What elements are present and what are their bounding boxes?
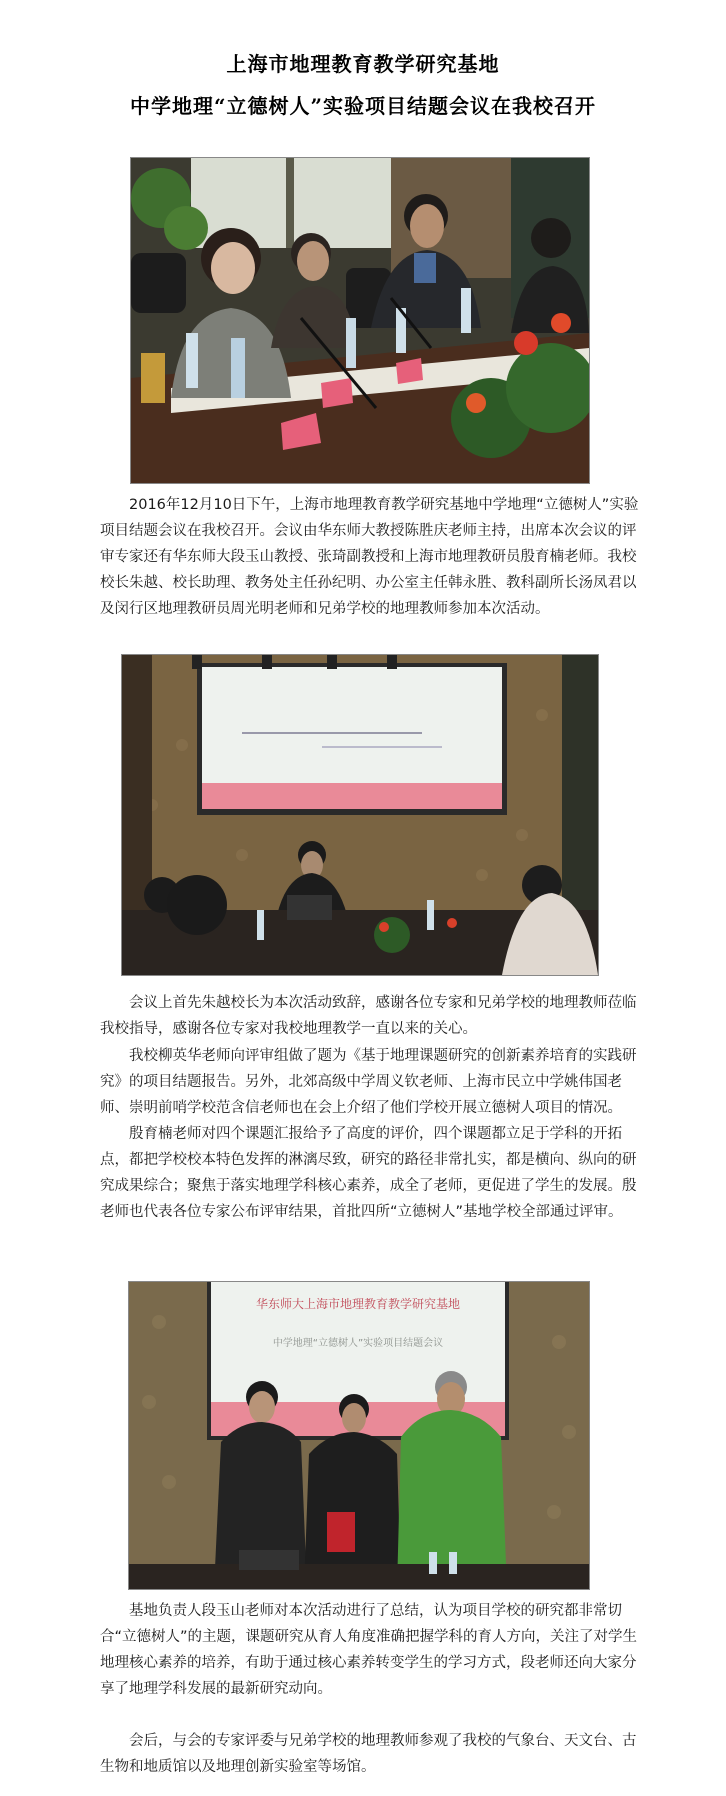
screen-title: 华东师大上海市地理教育教学研究基地 <box>255 1297 461 1311</box>
paragraph-opening: 会议上首先朱越校长为本次活动致辞，感谢各位专家和兄弟学校的地理教师莅临我校指导，感谢各位专家对我校地理教学一直以来的关心。 <box>100 995 637 1037</box>
page-subtitle: 中学地理“立德树人”实验项目结题会议在我校召开 <box>129 94 596 118</box>
presentation-photo <box>121 654 599 976</box>
paragraph-reports: 我校柳英华老师向评审组做了题为《基于地理课题研究的创新素养培育的实践研究》的项目结题报告。另外，北郊高级中学周义钦老师、上海市民立中学姚伟国老师、崇明前哨学校范含信老师也在会上介绍了他们学校开展立德树人项目的情况。 <box>100 1048 637 1116</box>
page-title: 上海市地理教育教学研究基地 <box>226 52 500 76</box>
paragraph-visit: 会后，与会的专家评委与兄弟学校的地理教师参观了我校的气象台、天文台、古生物和地质馆以及地理创新实验室等场馆。 <box>100 1733 637 1775</box>
paragraph-evaluation: 殷育楠老师对四个课题汇报给予了高度的评价，四个课题都立足于学科的开拓点，都把学校校本特色发挥的淋漓尽致，研究的路径非常扎实，都是横向、纵向的研究成果综合；聚焦于落实地理学科核心素养，成全了老师，更促进了学生的发展。殷老师也代表各位专家公布评审结果，首批四所“立德树人”基地学校全部通过评审。 <box>100 1126 637 1220</box>
screen-subtitle: 中学地理“立德树人”实验项目结题会议 <box>272 1338 444 1349</box>
meeting-photo <box>130 157 590 484</box>
group-photo <box>128 1281 590 1590</box>
paragraph-summary: 基地负责人段玉山老师对本次活动进行了总结，认为项目学校的研究都非常切合“立德树人”的主题，课题研究从育人角度准确把握学科的育人方向，关注了对学生地理核心素养的培养，有助于通过核心素养转变学生的学习方式，段老师还向大家分享了地理学科发展的最新研究动向。 <box>100 1603 638 1697</box>
paragraph-intro: 2016年12月10日下午，上海市地理教育教学研究基地中学地理“立德树人”实验项目结题会议在我校召开。会议由华东师大教授陈胜庆老师主持，出席本次会议的评审专家还有华东师大段玉山教授、张琦副教授和上海市地理教研员殷育楠老师。我校校长朱越、校长助理、教务处主任孙纪明、办公室主任韩永胜、教科副所长汤凤君以及闵行区地理教研员周光明老师和兄弟学校的地理教师参加本次活动。 <box>100 497 639 617</box>
